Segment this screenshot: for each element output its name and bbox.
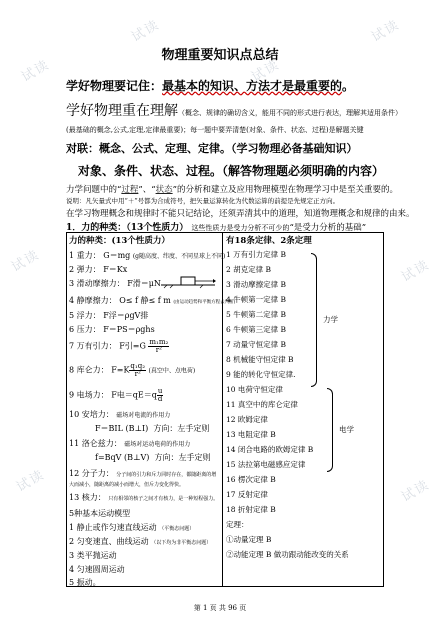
law-item: 16 楞次定律 B bbox=[226, 475, 276, 484]
watermark: 试读 bbox=[399, 257, 433, 286]
friction-diagram-icon bbox=[159, 271, 217, 289]
law-item: 12 欧姆定律 bbox=[226, 415, 268, 424]
theorem-heading: 定理： bbox=[226, 520, 249, 529]
force-electric: 9 电场力： F电＝qE＝q $\frac{u}{d}$ bbox=[69, 387, 163, 403]
law-item: 15 法拉第电磁感应定律 bbox=[226, 460, 306, 469]
force-ampere: 10 安培力： 磁场对电流的作用力 bbox=[69, 410, 171, 419]
force-molecular-cont: 大而减小，随距离的减小而增大，但斥力变化得快。 bbox=[69, 482, 185, 488]
group-electric-label: 电学 bbox=[339, 425, 354, 434]
force-universal-gravitation: 7 万有引力： F引=G $\frac{\text{m₁m₂}}{\text{r²}}$ bbox=[69, 338, 169, 354]
force-lorentz-formula: f=BqV (B⊥V) 方向：左手定则 bbox=[95, 453, 211, 462]
motion-vibration: 5 振动。 bbox=[69, 578, 101, 587]
law-item: 17 反射定律 bbox=[226, 490, 268, 499]
electric-fraction: $\frac{u}{d}$ bbox=[157, 387, 163, 403]
understanding-note: （概念、规律的确切含义，能用不同的形式进行表达，理解其适用条件） bbox=[178, 109, 402, 117]
watermark: 试读 bbox=[14, 467, 48, 496]
intro-prefix: 学好物理要记住： bbox=[66, 79, 163, 93]
law-item: 14 闭合电路的欧姆定律 B bbox=[226, 445, 314, 454]
forces-column bbox=[67, 233, 236, 587]
law-item: 8 机械能守恒定律 B bbox=[226, 355, 294, 364]
force-lorentz: 11 洛仑兹力： 磁场对运动电荷的作用力 bbox=[69, 439, 191, 448]
force-coulomb: 8 库仑力： F=K $\frac{\text{q₁q₂}}{\text{r²}}$ (真空中、点电荷) bbox=[69, 362, 196, 378]
theorem-item: ①动量定理 B bbox=[226, 535, 272, 544]
law-item: 13 电阻定律 B bbox=[226, 430, 276, 439]
intro-suffix: 。 bbox=[342, 79, 355, 93]
watermark: 试读 bbox=[19, 57, 53, 86]
group-mechanics-label: 力学 bbox=[323, 315, 338, 324]
electric-brace bbox=[327, 388, 333, 472]
force-molecular: 12 分子力： 分子间的引力和斥力同时存在，都随距离的增 bbox=[69, 469, 217, 478]
force-buoyancy: 5 浮力： F浮＝ρgV排 bbox=[69, 311, 149, 320]
law-item: 1 万有引力定律 B bbox=[226, 250, 287, 259]
motion-variable: 2 匀变速直、曲线运动 （以下均为非平衡态问题） bbox=[69, 537, 212, 546]
motion-projectile: 3 类平抛运动 bbox=[69, 551, 117, 560]
watermark: 试读 bbox=[399, 477, 433, 506]
couplet-line-1: 对联：概念、公式、定理、定律。（学习物理必备基础知识） bbox=[66, 142, 358, 155]
intro-line bbox=[66, 77, 354, 94]
understanding-line bbox=[66, 100, 402, 120]
law-item: 4 牛顿第一定律 B bbox=[226, 295, 287, 304]
motion-static: 1 静止或作匀速直线运动 （平衡态问题） bbox=[69, 523, 195, 532]
paragraph-note: 说明：凡矢量式中用“＋”号都为合成符号，把矢量运算转化为代数运算的前提是先规定正方向。 bbox=[66, 197, 340, 205]
motion-models-heading: 5种基本运动模型 bbox=[69, 509, 131, 518]
law-item: 7 动量守恒定律 B bbox=[226, 340, 287, 349]
laws-column bbox=[223, 233, 384, 587]
watermark: 试读 bbox=[369, 17, 403, 46]
universal-fraction: $\frac{\text{m₁m₂}}{\text{r²}}$ bbox=[149, 338, 169, 354]
watermark: 试读 bbox=[249, 57, 283, 86]
force-elastic: 2 弹力： F＝Kx bbox=[69, 265, 128, 274]
law-item: 2 胡克定律 B bbox=[226, 265, 272, 274]
mechanics-brace bbox=[311, 253, 317, 387]
law-item: 3 滑动摩擦定律 B bbox=[226, 280, 287, 289]
force-pressure: 6 压力： F＝PS＝ρghs bbox=[69, 325, 155, 334]
watermark: 试读 bbox=[9, 247, 43, 276]
page-title: 物理重要知识点总结 bbox=[161, 48, 279, 63]
law-item: 11 真空中的库仑定律 bbox=[226, 400, 298, 409]
motion-circular: 4 匀速圆周运动 bbox=[69, 565, 125, 574]
page-footer: 第 1 页 共 96 页 bbox=[193, 604, 247, 612]
coulomb-fraction: $\frac{\text{q₁q₂}}{\text{r²}}$ bbox=[130, 362, 145, 378]
couplet-line-2: 对象、条件、状态、过程。（解答物理题必须明确的内容） bbox=[77, 164, 384, 178]
understanding-heading: 学好物理重在理解 bbox=[66, 103, 178, 119]
law-item: 10 电荷守恒定律 bbox=[226, 385, 283, 394]
law-item: 18 折射定律 B bbox=[226, 505, 276, 514]
force-friction: 3 滑动摩擦力： F滑＝μN bbox=[69, 279, 161, 288]
basics-line: (最基础的概念,公式,定理,定律最重要)；每一题中要弄清楚(对象、条件、状态、过程)是解题关键 bbox=[66, 126, 364, 134]
paragraph-concepts: 在学习物理概念和规律时不能只记结论，还须弄清其中的道理，知道物理概念和规律的由来。 bbox=[66, 209, 415, 219]
laws-header: 有18条定律、2条定理 bbox=[226, 236, 312, 246]
intro-emphasis: 最基本的知识、方法才是最重要的 bbox=[162, 79, 343, 93]
theorem-item: ②动能定理 B 做功跟动能改变的关系 bbox=[226, 550, 349, 559]
force-gravity: 1 重力： G＝mg (g随高度、纬度、不同星球上不同) bbox=[69, 251, 226, 260]
paragraph-process: 力学问题中的“过程”、“状态”的分析和建立及应用物理模型在物理学习中是至关重要的。 bbox=[66, 185, 398, 195]
law-item: 6 牛顿第三定律 B bbox=[226, 325, 287, 334]
forces-table bbox=[66, 232, 384, 587]
law-item: 9 能的转化守恒定律. bbox=[226, 370, 296, 379]
force-ampere-formula: F＝BIL (B⊥I) 方向：左手定则 bbox=[95, 424, 210, 433]
law-item: 5 牛顿第二定律 B bbox=[226, 310, 287, 319]
forces-header: 力的种类：(13个性质力） bbox=[69, 236, 170, 246]
watermark: 试读 bbox=[129, 17, 163, 46]
force-static-friction: 4 静摩擦力： O≤ f 静≤ f m (由运动趋势和平衡方程去判断) bbox=[69, 296, 236, 305]
force-nuclear: 13 核力： 只有相邻的核子之间才有核力，是一种短程强力。 bbox=[69, 493, 219, 502]
section-heading: 1．力的种类：（13个性质力） 这些性质力是受力分析不可少的“是受力分析的基础” bbox=[66, 223, 367, 233]
